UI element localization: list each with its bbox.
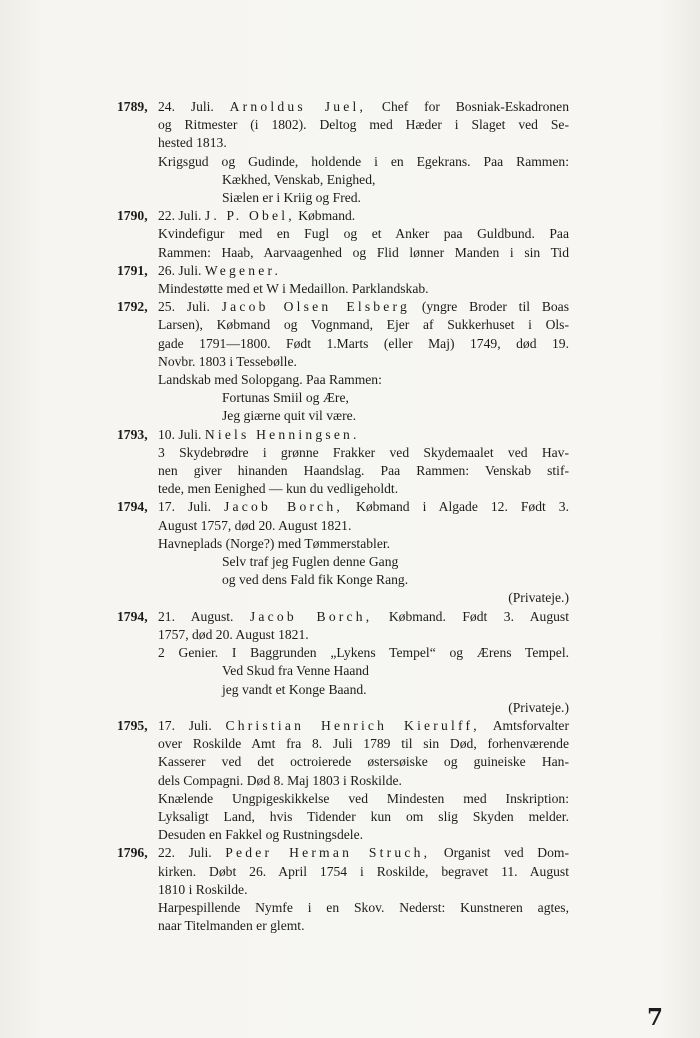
entry [117, 98, 569, 207]
motif-line: Havneplads (Norge?) med Tømmerstabler. [158, 535, 391, 551]
person-name: Peder Herman Struch, [225, 845, 431, 861]
person-name: Jacob Borch, [249, 608, 373, 624]
motif-line: 3 Skydebrødre i grønne Frakker ved Skydemaalet ved Hav- [158, 444, 569, 460]
entry-date: 26. Juli. [158, 262, 205, 278]
motif-line: naar Titelmanden er glemt. [158, 918, 305, 934]
verse-line: Selv traf jeg Fuglen denne Gang [222, 554, 399, 570]
entry-line [158, 498, 569, 516]
entry [117, 717, 569, 844]
entry [117, 498, 569, 607]
motif-line: Landskab med Solopgang. Paa Rammen: [158, 372, 382, 388]
motif-line: Kvindefigur med en Fugl og et Anker paa Guldbund. Paa [158, 226, 569, 242]
person-name: Jacob Olsen Elsberg [221, 299, 411, 315]
motif-line: Knælende Ungpigeskikkelse ved Mindesten med Inskription: [158, 790, 569, 806]
person-name: Jacob Borch, [224, 499, 343, 515]
motif-line: Lyksaligt Land, hvis Tidender kun om slig Skyden melder. [158, 808, 569, 824]
entry-line: kirken. Døbt 26. April 1754 i Roskilde, begravet 11. August [158, 863, 569, 879]
entry-date: 17. Juli. [158, 717, 226, 733]
entry-line: 1810 i Roskilde. [158, 881, 248, 897]
entry-date: 25. Juli. [158, 299, 222, 315]
page-number: 7 [647, 1004, 664, 1031]
entry-year: 1794, [117, 608, 148, 624]
entry-date: 17. Juli. [158, 499, 225, 515]
motif-line: tede, men Eenighed — kun du vedligeholdt. [158, 481, 399, 497]
provenance-note: (Privateje.) [508, 699, 569, 715]
entry-line [158, 262, 569, 280]
entry [117, 207, 569, 262]
motif-line: Desuden en Fakkel og Rustningsdele. [158, 827, 364, 843]
verse-line: Siælen er i Kriig og Fred. [222, 190, 361, 206]
motif-line: Krigsgud og Gudinde, holdende i en Egekrans. Paa Rammen: [158, 153, 569, 169]
entry-line [158, 98, 569, 116]
entry-line [158, 844, 569, 862]
entry-year: 1795, [117, 717, 148, 733]
entry-year: 1796, [117, 845, 148, 861]
entry-year: 1794, [117, 499, 148, 515]
entry-line: Novbr. 1803 i Tessebølle. [158, 353, 297, 369]
motif-line: Harpespillende Nymfe i en Skov. Nederst: Kunstneren agtes, [158, 899, 569, 915]
person-name: J. P. Obel, [204, 208, 295, 224]
entry-list [117, 98, 569, 935]
entry-description: Chef for Bosniak-Eskadronen [366, 99, 569, 114]
entry-date: 21. August. [158, 608, 250, 624]
entry-line [158, 298, 569, 316]
entry-line [158, 717, 569, 735]
motif-line: nen giver hinanden Haandslag. Paa Rammen: Venskab stif- [158, 463, 569, 479]
entry-line [158, 426, 569, 444]
entry-year: 1792, [117, 299, 148, 315]
entry-description: Organist ved Dom- [430, 845, 569, 861]
entry-year: 1790, [117, 208, 148, 224]
person-name: Niels Henningsen. [204, 426, 360, 442]
entry-description: (yngre Broder til Boas [410, 299, 570, 315]
verse-line: jeg vandt et Konge Baand. [222, 681, 367, 697]
entry-year: 1791, [117, 262, 148, 278]
entry [117, 262, 569, 298]
entry-line: dels Compagni. Død 8. Maj 1803 i Roskilde. [158, 772, 402, 788]
entry-description: Amtsforvalter [479, 717, 569, 733]
entry-line: Kasserer ved det octroierede østersøiske og guineiske Han- [158, 754, 569, 770]
entry-description: Købmand. [294, 208, 356, 224]
entry [117, 426, 569, 499]
verse-line: og ved dens Fald fik Konge Rang. [222, 572, 409, 588]
entry-line [158, 207, 569, 225]
entry [117, 608, 569, 717]
person-name: Christian Henrich Kierulff, [225, 717, 480, 733]
entry-description: Købmand. Født 3. August [372, 608, 569, 624]
person-name: Arnoldus Juel, [229, 99, 367, 114]
entry-date: 22. Juli. [158, 208, 205, 224]
entry-description: Købmand i Algade 12. Født 3. [343, 499, 569, 515]
entry-line: 1757, død 20. August 1821. [158, 626, 309, 642]
motif-line: 2 Genier. I Baggrunden „Lykens Tempel“ og Ærens Tempel. [158, 645, 569, 661]
entry-date: 10. Juli. [158, 426, 205, 442]
entry-year: 1789, [117, 99, 148, 114]
entry [117, 844, 569, 935]
entry-year: 1793, [117, 426, 148, 442]
verse-line: Kækhed, Venskab, Enighed, [222, 171, 376, 187]
verse-line: Jeg giærne quit vil være. [222, 408, 357, 424]
motif-line: Mindestøtte med et W i Medaillon. Parklandskab. [158, 281, 429, 297]
entry-line: hested 1813. [158, 135, 227, 151]
verse-line: Fortunas Smiil og Ære, [222, 390, 349, 406]
person-name: Wegener. [204, 262, 282, 278]
entry-date: 22. Juli. [158, 845, 226, 861]
verse-line: Ved Skud fra Venne Haand [222, 663, 369, 679]
entry-line: og Ritmester (i 1802). Deltog med Hæder i Slaget ved Se- [158, 117, 569, 133]
entry-date: 24. Juli. [158, 99, 230, 114]
provenance-note: (Privateje.) [508, 590, 569, 606]
entry [117, 298, 569, 425]
motif-line: Rammen: Haab, Aarvaagenhed og Flid lønner Manden i sin Tid [158, 244, 569, 260]
entry-line: over Roskilde Amt fra 8. Juli 1789 til sin Død, forhenværende [158, 736, 569, 752]
entry-line: gade 1791—1800. Født 1.Marts (eller Maj) 1749, død 19. [158, 335, 569, 351]
entry-line [158, 608, 569, 626]
entry-line: August 1757, død 20. August 1821. [158, 517, 352, 533]
entry-line: Larsen), Købmand og Vognmand, Ejer af Sukkerhuset i Ols- [158, 317, 569, 333]
